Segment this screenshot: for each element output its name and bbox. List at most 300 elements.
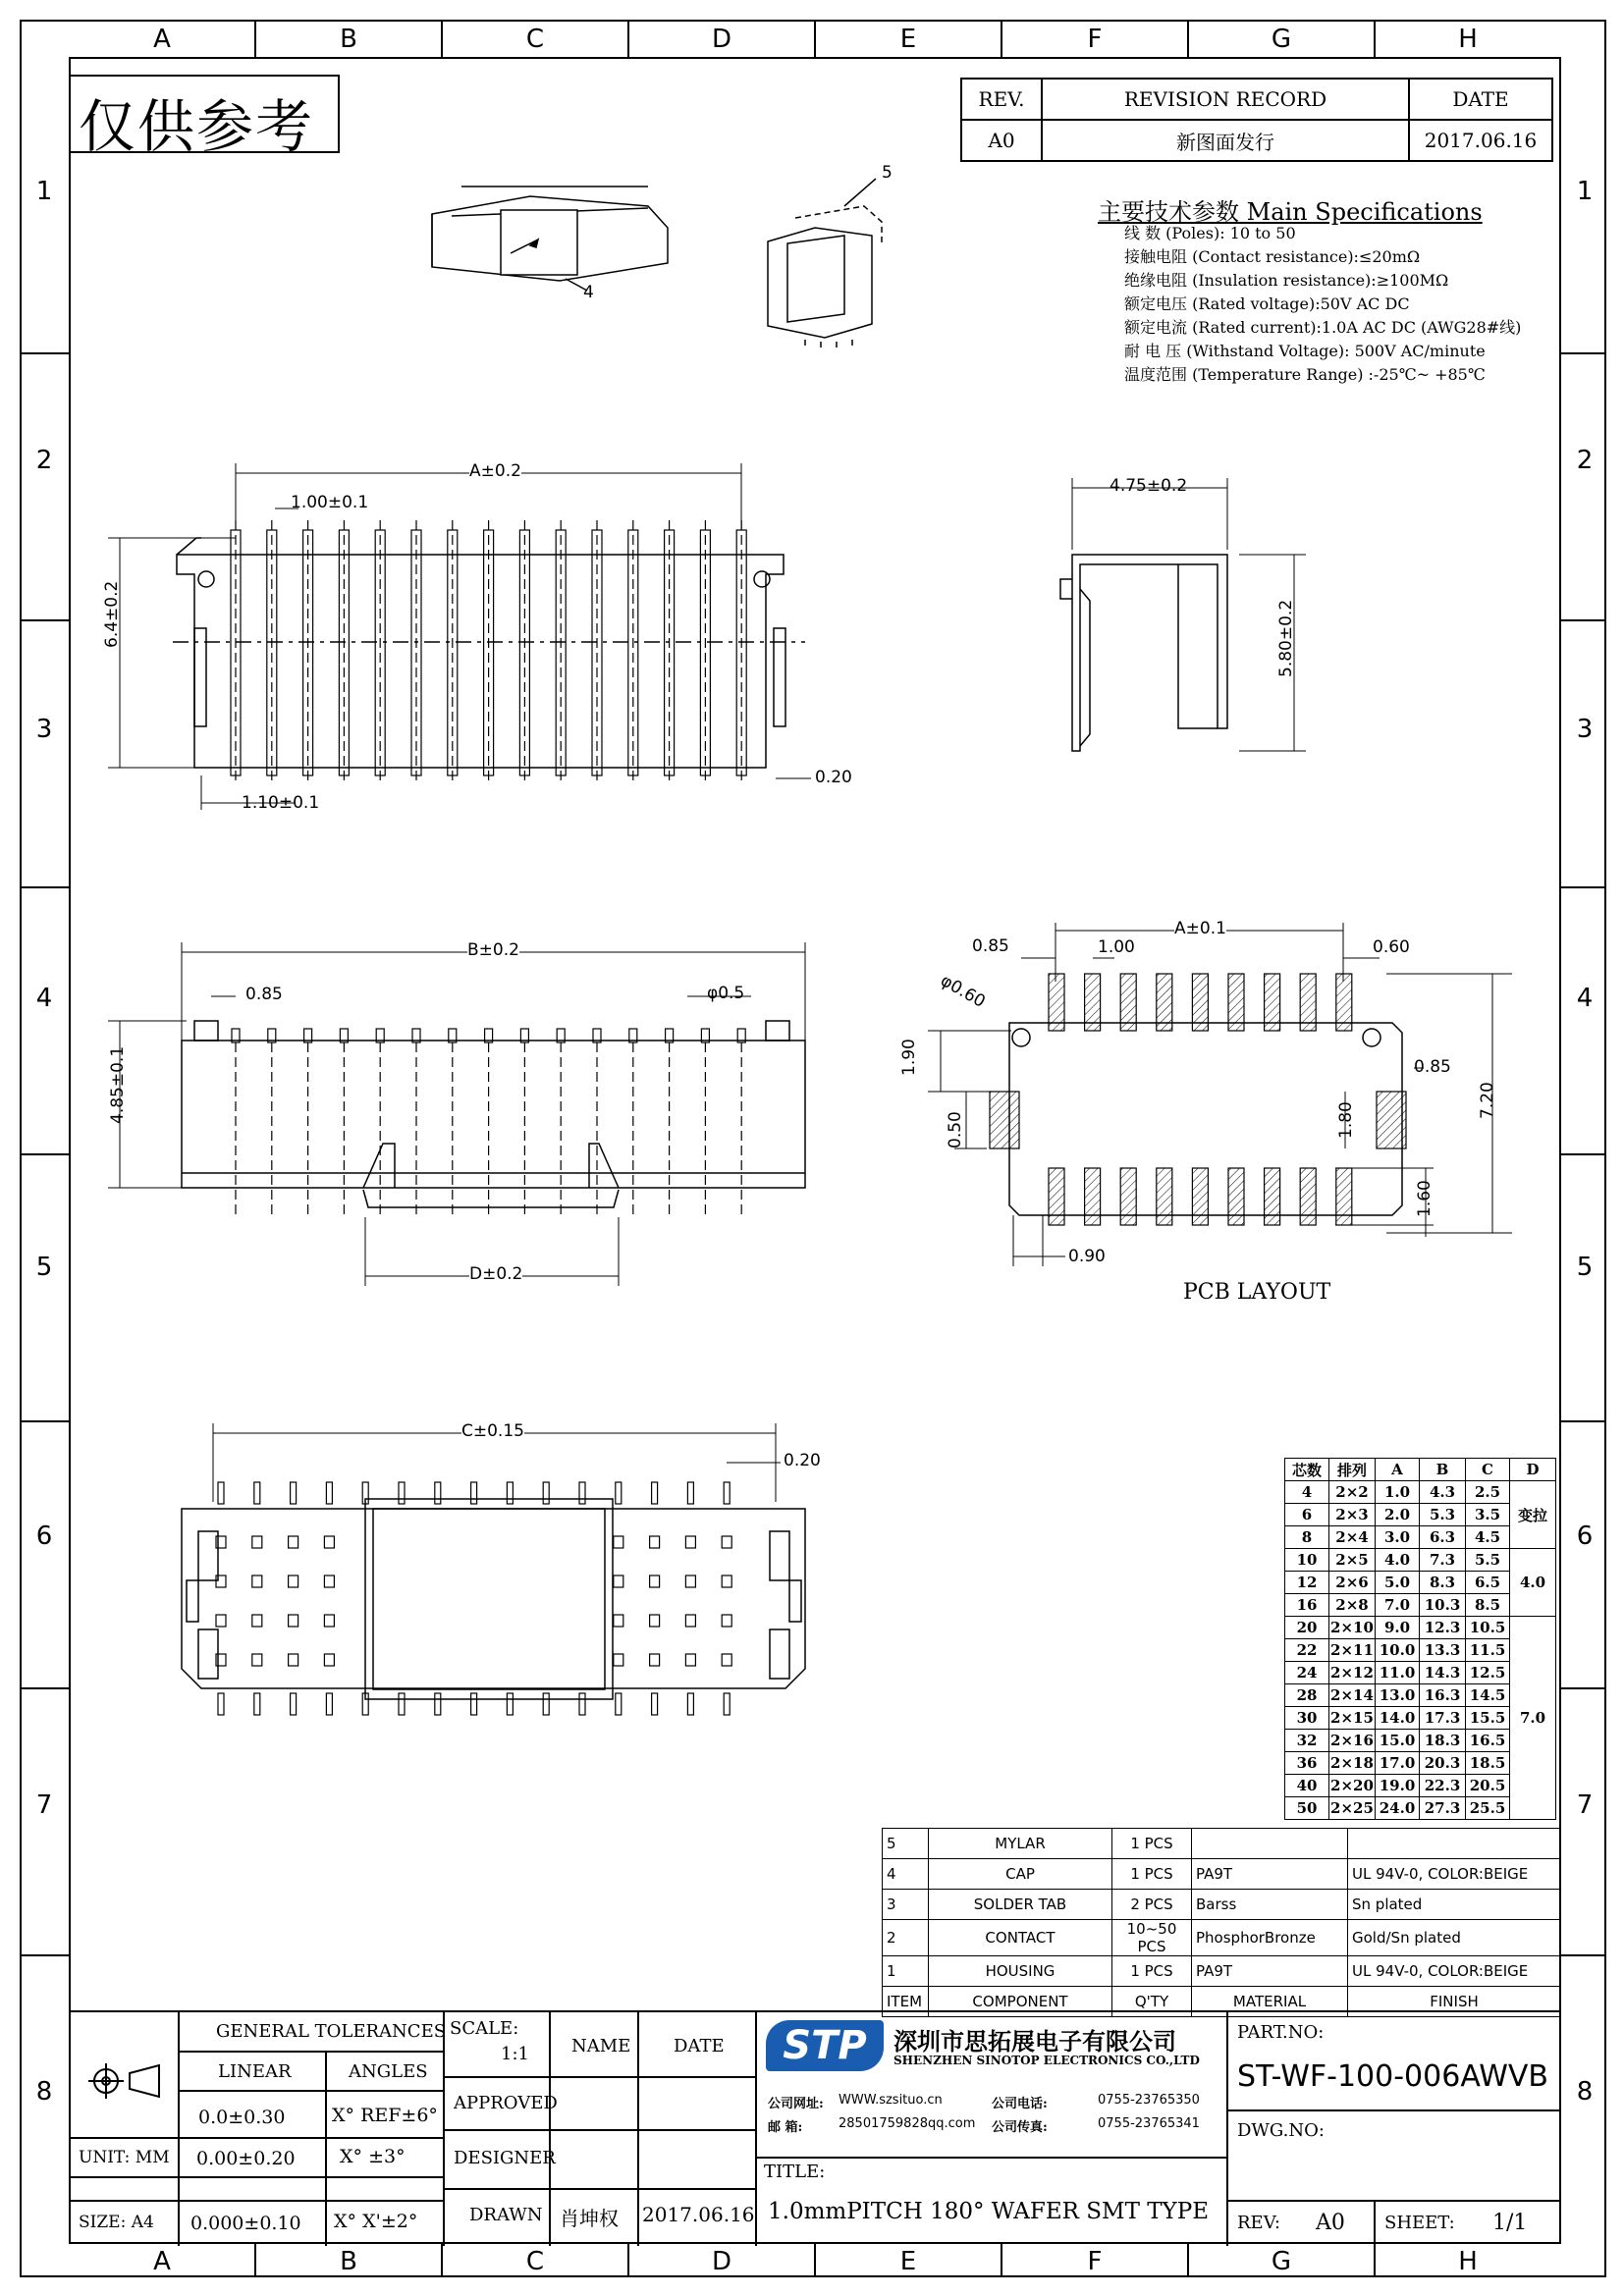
bom-cell: Gold/Sn plated <box>1348 1920 1561 1956</box>
bom-cell: 3 <box>883 1890 929 1920</box>
size-cell: 2×11 <box>1329 1639 1376 1662</box>
bom-row <box>883 1890 1561 1920</box>
top-view-pin <box>556 520 566 785</box>
bottom-view-pin <box>507 1482 513 1715</box>
size-cell: 14.3 <box>1420 1662 1466 1684</box>
size-cell: 2×12 <box>1329 1662 1376 1684</box>
top-view-pin <box>736 520 746 785</box>
size-cell: 19.0 <box>1376 1775 1420 1797</box>
top-view-pin <box>700 520 710 785</box>
company-mail: 28501759828qq.com <box>839 2116 976 2131</box>
dim-front-085: 0.85 <box>245 985 283 1004</box>
bom-header-material: MATERIAL <box>1192 1987 1348 2017</box>
size-cell: 13.3 <box>1420 1639 1466 1662</box>
dwg-no-label: DWG.NO: <box>1237 2120 1325 2141</box>
iso-connector-view <box>432 187 668 291</box>
size-header: B <box>1420 1459 1466 1481</box>
zone-row: 7 <box>1576 1790 1594 1820</box>
pcb-pad <box>1265 1168 1280 1225</box>
size-cell: 2×16 <box>1329 1730 1376 1752</box>
size-cell: 2×15 <box>1329 1707 1376 1730</box>
dim-phi05: φ0.5 <box>707 984 745 1003</box>
pcb-pad <box>1085 1168 1101 1225</box>
bottom-view-pin <box>650 1482 660 1715</box>
date-header: DATE <box>674 2036 725 2056</box>
size-cell: 8.3 <box>1420 1572 1466 1594</box>
date-header: DATE <box>1409 79 1552 120</box>
record-value: 新图面发行 <box>1042 120 1409 161</box>
pcb-pad <box>1157 974 1172 1031</box>
pcb-dim-060: 0.60 <box>1373 937 1410 957</box>
size-cell: 8 <box>1285 1526 1329 1549</box>
pcb-dim-050: 0.50 <box>946 1111 965 1148</box>
size-header: C <box>1466 1459 1510 1481</box>
size-label: SIZE: A4 <box>79 2213 154 2232</box>
bottom-view-pin <box>614 1482 623 1715</box>
zone-row: 6 <box>1576 1522 1594 1551</box>
front-view-pin <box>340 1029 348 1217</box>
bottom-view-pin <box>685 1482 695 1715</box>
linear-label: LINEAR <box>218 2061 292 2082</box>
size-cell: 4 <box>1285 1481 1329 1504</box>
bom-cell: UL 94V-0, COLOR:BEIGE <box>1348 1859 1561 1890</box>
bom-cell: 1 PCS <box>1112 1829 1192 1859</box>
side-view <box>1060 555 1227 751</box>
pcb-pad <box>1120 1168 1136 1225</box>
bom-row <box>883 1920 1561 1956</box>
size-cell: 16.3 <box>1420 1684 1466 1707</box>
top-view-pin <box>484 520 494 785</box>
pcb-dim-720: 7.20 <box>1478 1082 1497 1119</box>
bottom-view-pin <box>399 1482 405 1715</box>
size-cell: 24 <box>1285 1662 1329 1684</box>
spec-line: 额定电流 (Rated current):1.0A AC DC (AWG28#线) <box>1124 318 1522 337</box>
top-view-pin <box>303 520 313 785</box>
zone-row: 4 <box>1576 984 1594 1013</box>
size-cell: 22 <box>1285 1639 1329 1662</box>
bom-cell: MYLAR <box>929 1829 1112 1859</box>
size-cell: 20 <box>1285 1617 1329 1639</box>
size-d-cell: 4.0 <box>1510 1549 1556 1617</box>
pcb-pad <box>1157 1168 1172 1225</box>
size-cell: 12.5 <box>1466 1662 1510 1684</box>
reference-stamp-text: 仅供参考 <box>79 93 315 160</box>
pcb-dim-180: 1.80 <box>1336 1101 1356 1139</box>
pcb-dim-a: A±0.1 <box>1174 919 1226 938</box>
front-view <box>182 1021 805 1207</box>
spec-line: 温度范围 (Temperature Range) :-25℃~ +85℃ <box>1124 365 1486 384</box>
tol-angle-3: X° X'±2° <box>334 2211 418 2232</box>
size-header: D <box>1510 1459 1556 1481</box>
front-view-pin <box>376 1029 384 1217</box>
size-cell: 16 <box>1285 1594 1329 1617</box>
dim-a: A±0.2 <box>469 461 521 481</box>
sheet-label: SHEET: <box>1384 2213 1455 2233</box>
callout-cap: 4 <box>583 283 594 302</box>
size-cell: 10 <box>1285 1549 1329 1572</box>
top-view-pin <box>339 520 349 785</box>
scale-value: 1:1 <box>501 2044 529 2064</box>
bom-header-qty: Q'TY <box>1112 1987 1192 2017</box>
zone-col: D <box>711 2247 732 2276</box>
zone-row: 6 <box>35 1522 53 1551</box>
size-cell: 2×20 <box>1329 1775 1376 1797</box>
iso-mylar-view <box>768 179 882 347</box>
zone-row: 8 <box>1576 2077 1594 2107</box>
dim-gap020b: 0.20 <box>784 1451 821 1470</box>
zone-row: 1 <box>35 177 53 206</box>
bom-row <box>883 1956 1561 1987</box>
bom-table <box>882 1828 1561 2017</box>
drawn-date: 2017.06.16 <box>642 2203 755 2226</box>
bom-cell <box>1348 1829 1561 1859</box>
size-cell: 2×10 <box>1329 1617 1376 1639</box>
size-cell: 10.5 <box>1466 1617 1510 1639</box>
size-row <box>1285 1617 1556 1639</box>
bom-cell: 2 PCS <box>1112 1890 1192 1920</box>
company-fax-label: 公司传真: <box>992 2120 1048 2135</box>
size-cell: 10.3 <box>1420 1594 1466 1617</box>
bom-cell: 1 PCS <box>1112 1956 1192 1987</box>
bom-row <box>883 1859 1561 1890</box>
bottom-view-pin <box>543 1482 549 1715</box>
size-cell: 3.5 <box>1466 1504 1510 1526</box>
size-d-cell: 7.0 <box>1510 1617 1556 1820</box>
size-cell: 30 <box>1285 1707 1329 1730</box>
company-web-label: 公司网址: <box>768 2097 824 2111</box>
size-cell: 18.3 <box>1420 1730 1466 1752</box>
size-cell: 2×8 <box>1329 1594 1376 1617</box>
bom-cell: 2 <box>883 1920 929 1956</box>
size-cell: 8.5 <box>1466 1594 1510 1617</box>
size-cell: 2×5 <box>1329 1549 1376 1572</box>
company-tel-label: 公司电话: <box>992 2097 1048 2111</box>
spec-line: 接触电阻 (Contact resistance):≤20mΩ <box>1124 247 1421 266</box>
rev-label: REV: <box>1237 2213 1280 2233</box>
general-tolerances: GENERAL TOLERANCES <box>216 2021 447 2042</box>
bom-cell: UL 94V-0, COLOR:BEIGE <box>1348 1956 1561 1987</box>
front-view-pin <box>304 1029 312 1217</box>
zone-col: G <box>1271 2247 1292 2276</box>
top-view-pin <box>448 520 458 785</box>
record-header: REVISION RECORD <box>1042 79 1409 120</box>
company-logo: STP <box>766 2020 884 2071</box>
pcb-pad <box>1120 974 1136 1031</box>
top-view-pin <box>628 520 638 785</box>
rev-value: A0 <box>1316 2211 1345 2235</box>
approved-label: APPROVED <box>454 2093 558 2113</box>
pcb-tab-pad <box>1377 1092 1406 1148</box>
zone-row: 7 <box>35 1790 53 1820</box>
front-view-pin <box>485 1029 493 1217</box>
pcb-dim-085: 0.85 <box>972 936 1009 956</box>
pcb-pad <box>1300 1168 1316 1225</box>
size-cell: 1.0 <box>1376 1481 1420 1504</box>
title-value: 1.0mmPITCH 180° WAFER SMT TYPE <box>768 2199 1210 2224</box>
zone-row: 5 <box>1576 1253 1594 1282</box>
pcb-dim-phi: φ0.60 <box>937 971 989 1012</box>
size-cell: 22.3 <box>1420 1775 1466 1797</box>
bom-cell: PhosphorBronze <box>1192 1920 1348 1956</box>
top-view-pin <box>411 520 421 785</box>
zone-col: B <box>340 25 357 54</box>
front-view-pin <box>412 1029 420 1217</box>
size-cell: 2×18 <box>1329 1752 1376 1775</box>
zone-row: 1 <box>1576 177 1594 206</box>
part-no-label: PART.NO: <box>1237 2022 1325 2043</box>
bom-cell: CAP <box>929 1859 1112 1890</box>
bom-cell: PA9T <box>1192 1859 1348 1890</box>
pcb-dim-090: 0.90 <box>1068 1247 1106 1266</box>
size-header: 排列 <box>1329 1459 1376 1481</box>
pcb-tab-pad <box>990 1092 1019 1148</box>
pcb-dim-160: 1.60 <box>1415 1180 1435 1217</box>
size-cell: 11.0 <box>1376 1662 1420 1684</box>
dim-pitch: 1.00±0.1 <box>291 493 369 512</box>
size-cell: 16.5 <box>1466 1730 1510 1752</box>
size-header: 芯数 <box>1285 1459 1329 1481</box>
top-view-pin <box>231 520 241 785</box>
size-cell: 28 <box>1285 1684 1329 1707</box>
bottom-view-pin <box>252 1482 262 1715</box>
front-view-pin <box>737 1029 745 1217</box>
front-view-pin <box>557 1029 565 1217</box>
zone-row: 4 <box>35 984 53 1013</box>
company-name-cn: 深圳市思拓展电子有限公司 <box>893 2028 1176 2056</box>
pcb-pad <box>1228 1168 1244 1225</box>
size-cell: 7.0 <box>1376 1594 1420 1617</box>
top-view-pin <box>267 520 277 785</box>
size-cell: 32 <box>1285 1730 1329 1752</box>
zone-col: F <box>1087 25 1103 54</box>
size-cell: 6.3 <box>1420 1526 1466 1549</box>
zone-col: G <box>1271 25 1292 54</box>
zone-col: A <box>153 2247 171 2276</box>
angles-label: ANGLES <box>349 2061 428 2082</box>
size-cell: 4.0 <box>1376 1549 1420 1572</box>
bottom-view-pin <box>324 1482 334 1715</box>
size-cell: 7.3 <box>1420 1549 1466 1572</box>
size-cell: 6 <box>1285 1504 1329 1526</box>
size-cell: 5.0 <box>1376 1572 1420 1594</box>
tol-linear-2: 0.00±0.20 <box>196 2148 296 2169</box>
bom-header-component: COMPONENT <box>929 1987 1112 2017</box>
size-cell: 2×14 <box>1329 1684 1376 1707</box>
zone-row: 2 <box>35 446 53 475</box>
spec-line: 额定电压 (Rated voltage):50V AC DC <box>1124 294 1410 313</box>
size-cell: 6.5 <box>1466 1572 1510 1594</box>
zone-col: E <box>899 2247 917 2276</box>
zone-col: C <box>525 25 545 54</box>
bom-cell: 4 <box>883 1859 929 1890</box>
bom-header-item: ITEM <box>883 1987 929 2017</box>
drawn-label: DRAWN <box>469 2205 543 2225</box>
top-view-pin <box>375 520 385 785</box>
top-view-pin <box>519 520 529 785</box>
unit-label: UNIT: MM <box>79 2148 170 2167</box>
size-cell: 2×6 <box>1329 1572 1376 1594</box>
bom-cell: PA9T <box>1192 1956 1348 1987</box>
size-cell: 40 <box>1285 1775 1329 1797</box>
size-cell: 11.5 <box>1466 1639 1510 1662</box>
spec-line: 线 数 (Poles): 10 to 50 <box>1124 224 1296 242</box>
zone-col: F <box>1087 2247 1103 2276</box>
zone-col: H <box>1458 25 1478 54</box>
pcb-dim-190: 1.90 <box>899 1039 919 1076</box>
part-no-value: ST-WF-100-006AWVB <box>1237 2059 1548 2094</box>
zone-row: 2 <box>1576 446 1594 475</box>
front-view-pin <box>593 1029 601 1217</box>
size-cell: 36 <box>1285 1752 1329 1775</box>
size-cell: 12 <box>1285 1572 1329 1594</box>
size-cell: 25.5 <box>1466 1797 1510 1820</box>
front-view-pin <box>701 1029 709 1217</box>
drawn-name: 肖坤权 <box>560 2207 619 2230</box>
size-cell: 9.0 <box>1376 1617 1420 1639</box>
bottom-view-pin <box>289 1482 298 1715</box>
size-cell: 3.0 <box>1376 1526 1420 1549</box>
pcb-pad <box>1049 974 1064 1031</box>
bom-cell: 1 PCS <box>1112 1859 1192 1890</box>
size-cell: 24.0 <box>1376 1797 1420 1820</box>
dim-h485: 4.85±0.1 <box>108 1045 128 1124</box>
size-cell: 5.3 <box>1420 1504 1466 1526</box>
bom-cell: HOUSING <box>929 1956 1112 1987</box>
pcb-pad <box>1336 974 1352 1031</box>
dim-tab: 1.10±0.1 <box>242 793 320 813</box>
zone-col: A <box>153 25 171 54</box>
tol-linear-1: 0.0±0.30 <box>198 2107 286 2128</box>
pcb-pad <box>1192 974 1208 1031</box>
size-cell: 12.3 <box>1420 1617 1466 1639</box>
bom-header-finish: FINISH <box>1348 1987 1561 2017</box>
sheet-value: 1/1 <box>1492 2211 1528 2235</box>
name-header: NAME <box>571 2036 631 2056</box>
size-cell: 4.3 <box>1420 1481 1466 1504</box>
bottom-view-pin <box>722 1482 731 1715</box>
front-view-pin <box>449 1029 457 1217</box>
designer-label: DESIGNER <box>454 2148 556 2168</box>
zone-row: 3 <box>35 715 53 744</box>
projection-symbol-icon <box>88 2063 159 2099</box>
bom-cell: 5 <box>883 1829 929 1859</box>
bom-cell: 10~50 PCS <box>1112 1920 1192 1956</box>
size-row <box>1285 1549 1556 1572</box>
tol-linear-3: 0.000±0.10 <box>190 2213 301 2234</box>
size-cell: 17.0 <box>1376 1752 1420 1775</box>
bom-cell: Sn plated <box>1348 1890 1561 1920</box>
size-cell: 17.3 <box>1420 1707 1466 1730</box>
pcb-dim-100: 1.00 <box>1098 937 1135 957</box>
pcb-pad <box>1300 974 1316 1031</box>
bottom-view-pin <box>471 1482 477 1715</box>
size-cell: 27.3 <box>1420 1797 1466 1820</box>
bottom-view <box>182 1499 805 1699</box>
zone-row: 3 <box>1576 715 1594 744</box>
front-view-pin <box>666 1029 674 1217</box>
zone-row: 8 <box>35 2077 53 2107</box>
bom-cell <box>1192 1829 1348 1859</box>
size-cell: 20.5 <box>1466 1775 1510 1797</box>
size-cell: 2×3 <box>1329 1504 1376 1526</box>
dim-d: D±0.2 <box>469 1264 523 1284</box>
size-cell: 14.0 <box>1376 1707 1420 1730</box>
size-cell: 2.5 <box>1466 1481 1510 1504</box>
size-cell: 14.5 <box>1466 1684 1510 1707</box>
front-view-pin <box>629 1029 637 1217</box>
tol-angle-1: X° REF±6° <box>332 2105 438 2126</box>
size-cell: 2.0 <box>1376 1504 1420 1526</box>
front-view-pin <box>268 1029 276 1217</box>
tol-angle-2: X° ±3° <box>340 2146 406 2167</box>
size-cell: 10.0 <box>1376 1639 1420 1662</box>
pcb-layout-label: PCB LAYOUT <box>1183 1280 1331 1305</box>
dim-side-h: 5.80±0.2 <box>1276 599 1296 677</box>
bottom-view-pin <box>579 1482 585 1715</box>
pcb-pad <box>1085 974 1101 1031</box>
size-cell: 13.0 <box>1376 1684 1420 1707</box>
rev-value: A0 <box>961 120 1042 161</box>
size-cell: 15.5 <box>1466 1707 1510 1730</box>
scale-label: SCALE: <box>450 2018 519 2039</box>
pcb-pad <box>1049 1168 1064 1225</box>
dim-height64: 6.4±0.2 <box>102 580 122 648</box>
zone-row: 5 <box>35 1253 53 1282</box>
size-cell: 2×4 <box>1329 1526 1376 1549</box>
size-header: A <box>1376 1459 1420 1481</box>
bom-cell: SOLDER TAB <box>929 1890 1112 1920</box>
bottom-view-pin <box>435 1482 441 1715</box>
company-web: WWW.szsituo.cn <box>839 2093 943 2108</box>
zone-col: D <box>711 25 732 54</box>
bom-cell: 1 <box>883 1956 929 1987</box>
front-view-pin <box>232 1029 240 1217</box>
size-cell: 2×2 <box>1329 1481 1376 1504</box>
zone-col: E <box>899 25 917 54</box>
bottom-view-pin <box>216 1482 226 1715</box>
pcb-pad <box>1265 974 1280 1031</box>
size-cell: 5.5 <box>1466 1549 1510 1572</box>
dim-b: B±0.2 <box>467 940 519 960</box>
top-view-pin <box>665 520 675 785</box>
date-value: 2017.06.16 <box>1409 120 1552 161</box>
zone-col: H <box>1458 2247 1478 2276</box>
callout-mylar: 5 <box>882 163 893 183</box>
size-cell: 2×25 <box>1329 1797 1376 1820</box>
size-row <box>1285 1481 1556 1504</box>
pcb-pad <box>1336 1168 1352 1225</box>
company-fax: 0755-23765341 <box>1098 2116 1200 2131</box>
top-view-pin <box>592 520 602 785</box>
bom-row <box>883 1829 1561 1859</box>
title-block <box>69 2010 1561 2244</box>
size-cell: 20.3 <box>1420 1752 1466 1775</box>
size-cell: 15.0 <box>1376 1730 1420 1752</box>
size-cell: 4.5 <box>1466 1526 1510 1549</box>
pcb-pad <box>1192 1168 1208 1225</box>
company-tel: 0755-23765350 <box>1098 2093 1200 2108</box>
zone-col: B <box>340 2247 357 2276</box>
pcb-pad <box>1228 974 1244 1031</box>
specs-title: 主要技术参数 Main Specifications <box>1098 198 1483 226</box>
company-mail-label: 邮 箱: <box>768 2120 803 2135</box>
spec-line: 绝缘电阻 (Insulation resistance):≥100MΩ <box>1124 271 1449 290</box>
pcb-dim-085b: 0.85 <box>1414 1057 1451 1077</box>
size-cell: 50 <box>1285 1797 1329 1820</box>
dim-side-w: 4.75±0.2 <box>1110 476 1188 496</box>
size-cell: 18.5 <box>1466 1752 1510 1775</box>
dim-gap020: 0.20 <box>815 768 852 787</box>
